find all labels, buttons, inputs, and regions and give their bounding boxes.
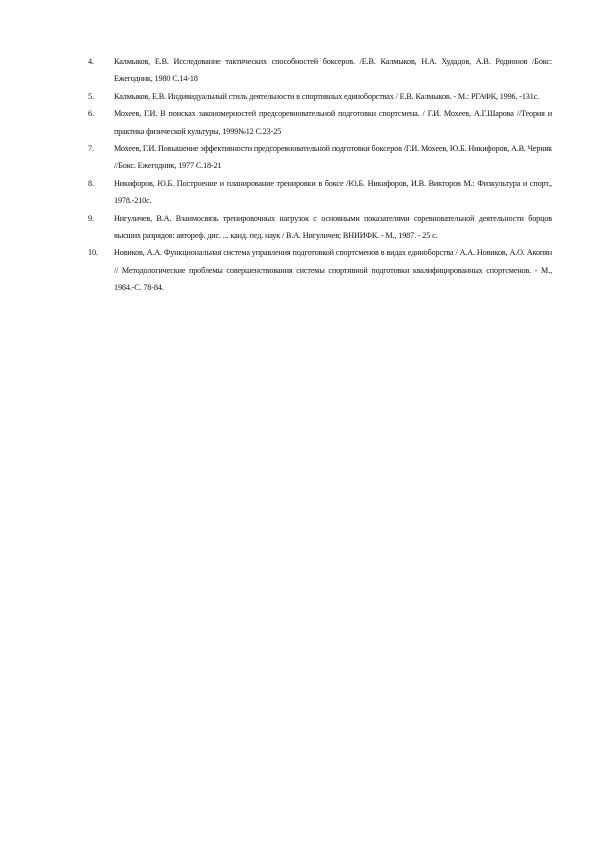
reference-item: [88, 140, 552, 175]
reference-text: Мохеев, Г.И. Повышение эффективности предсоревновательной подготовки боксеров /Г.И. Мохеев, Ю.Б. Никифоров, А.В. Черняк //Бокс. Ежегодник, 1977 С.18-21: [114, 144, 552, 171]
reference-number: 7.: [88, 144, 94, 154]
reference-number: 4.: [88, 57, 94, 66]
reference-text: Нигуличев, В.А. Взаимосвязь тренировочных нагрузок с основными показателями соревновательной деятельности борцов высших разрядов: автореф. дис. ... канд. пед. наук / В.А. Нигуличев; ВНИИФК. - М., 1987. - 25 с.: [114, 213, 552, 241]
reference-number: 6.: [88, 109, 94, 119]
reference-number: 9.: [88, 213, 94, 223]
reference-item: [88, 53, 552, 88]
reference-item: [88, 244, 552, 296]
reference-number: 10.: [88, 248, 98, 258]
reference-text: Никифоров, Ю.Б. Построение и планирование тренировки в боксе /Ю.Б. Никифоров, И.В. Викторов М.: Физкультура и спорт., 1978.-210с.: [114, 178, 552, 206]
reference-list: [88, 53, 552, 297]
reference-number: 5.: [88, 91, 94, 101]
reference-text: Калмыков, Е.В. Исследование тактических способностей боксеров. /Е.В. Калмыков, Н.А. Худадов, А.В. Родионов /Бокс: Ежегодник, 1980 С.14-18: [114, 57, 552, 84]
reference-item: [88, 105, 552, 140]
reference-item: [88, 175, 552, 210]
reference-text: Мохеев, Г.И. В поисках закономерностей предсоревновательной подготовки спортсмена. / Г.И. Мохеев, А.Г.Шарова //Теория и практика физической культуры, 1999№12 С.23-25: [114, 109, 552, 136]
reference-text: Калмыков, Е.В. Индивидуальный стиль деятельности в спортивных единоборствах / Е.В. Калмыков. - М.: РГАФК, 1996. -131с.: [114, 91, 540, 101]
reference-item: [88, 88, 552, 105]
reference-number: 8.: [88, 178, 94, 188]
reference-item: [88, 210, 552, 245]
reference-text: Новиков, А.А. Функциональная система управления подготовкой спортсменов в видах единоборства / А.А. Новиков, А.О. Акопян // Методологические проблемы совершенствования системы спортивной подготовки квалифицированных спортсменов. - М., 1984.-С. 78-84.: [114, 248, 552, 293]
